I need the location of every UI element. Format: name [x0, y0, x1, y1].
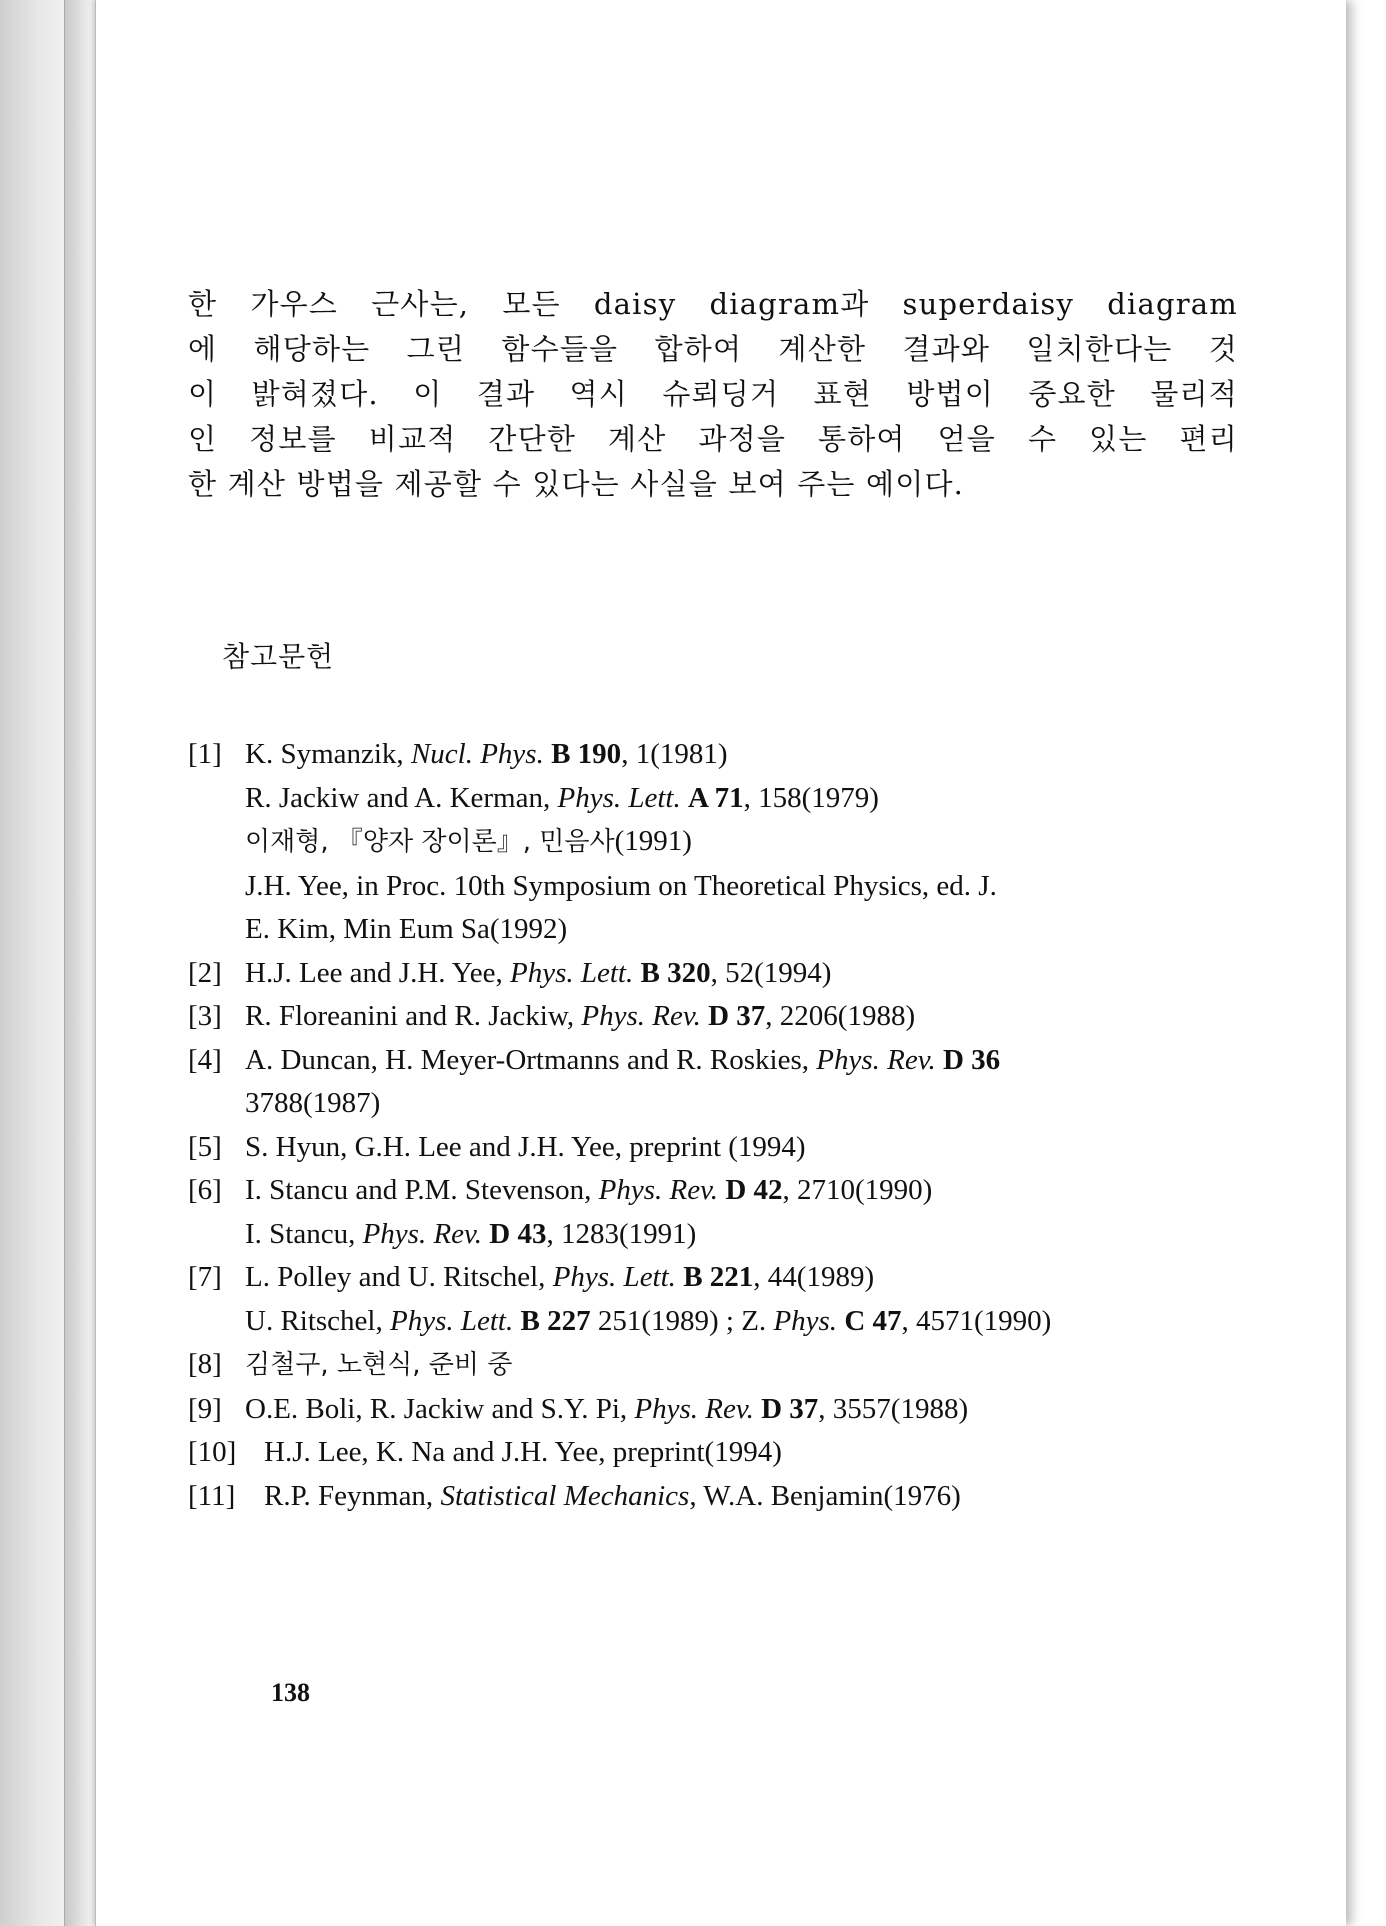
reference-number: [8]: [188, 1348, 222, 1380]
reference-text: 251(1989) ; Z.: [590, 1304, 774, 1337]
reference-text: L. Polley and U. Ritschel,: [245, 1261, 553, 1293]
reference-line: [245, 1388, 1248, 1432]
journal-name: Phys. Lett.: [510, 956, 634, 989]
page-fold-edge: [64, 0, 97, 1926]
reference-line: [245, 1039, 1248, 1083]
volume-number: A 71: [688, 781, 744, 814]
reference-text: K. Symanzik,: [245, 738, 411, 770]
reference-number: [11]: [188, 1479, 236, 1512]
body-line: 이 밝혀졌다. 이 결과 역시 슈뢰딩거 표현 방법이 중요한 물리적: [188, 377, 1238, 411]
reference-text: R. Jackiw and A. Kerman,: [245, 781, 558, 814]
reference-item: [188, 995, 1248, 1039]
reference-line: [245, 1343, 1248, 1388]
volume-number: B 190: [551, 738, 622, 770]
journal-name: Phys. Lett.: [390, 1304, 514, 1337]
journal-name: Phys. Lett.: [557, 781, 681, 814]
reference-line: [245, 820, 1248, 865]
reference-text: [936, 1044, 943, 1076]
references-heading: 참고문헌: [222, 640, 335, 673]
journal-name: Phys. Rev.: [362, 1217, 483, 1250]
reference-number: [5]: [188, 1130, 222, 1163]
reference-number: [9]: [188, 1392, 222, 1425]
body-line: 에 해당하는 그린 함수들을 합하여 계산한 결과와 일치한다는 것: [188, 332, 1238, 366]
body-line: 한 가우스 근사는, 모든 daisy diagram과 superdaisy diagram: [188, 287, 1238, 321]
reference-line: [264, 1475, 1248, 1519]
reference-line: [245, 1256, 1248, 1300]
reference-item: [188, 1475, 1248, 1519]
reference-text: A. Duncan, H. Meyer-Ortmanns and R. Roskies,: [245, 1043, 817, 1076]
body-paragraph: [188, 282, 1238, 507]
body-line: 한 계산 방법을 제공할 수 있다는 사실을 보여 주는 예이다.: [188, 467, 965, 501]
reference-text: , 1(1981): [621, 738, 728, 770]
reference-text: , 158(1979): [743, 781, 879, 814]
reference-item: [188, 733, 1248, 952]
reference-number: [7]: [188, 1261, 222, 1293]
references-list: [188, 733, 1248, 1518]
reference-text: H.J. Lee, K. Na and J.H. Yee, preprint(1994): [264, 1436, 782, 1468]
volume-number: C 47: [844, 1304, 902, 1337]
journal-name: Phys. Rev.: [634, 1392, 754, 1425]
reference-line: [245, 1169, 1248, 1213]
reference-item: [188, 952, 1248, 996]
journal-name: Phys. Lett.: [552, 1261, 676, 1293]
reference-text: , 4571(1990): [901, 1304, 1052, 1337]
reference-text: 이재형, 『양자 장이론』, 민음사: [245, 827, 615, 857]
reference-line: [245, 1213, 1248, 1257]
volume-number: D 36: [942, 1043, 1001, 1076]
reference-text: I. Stancu and P.M. Stevenson,: [245, 1174, 599, 1206]
reference-number: [10]: [188, 1436, 237, 1468]
journal-name: Phys. Rev.: [598, 1174, 719, 1206]
reference-number: [6]: [188, 1174, 222, 1206]
reference-line: [245, 733, 1248, 777]
reference-text: R.P. Feynman,: [264, 1479, 441, 1512]
reference-line: [245, 1300, 1248, 1344]
reference-text: J.H. Yee, in Proc. 10th Symposium on Theoretical Physics, ed. J.: [245, 869, 997, 902]
reference-line: [264, 1431, 1248, 1475]
reference-text: I. Stancu,: [245, 1217, 363, 1250]
volume-number: B 320: [640, 956, 711, 989]
reference-text: [754, 1393, 761, 1425]
reference-line: [245, 1082, 1248, 1126]
page-number: 138: [271, 1678, 310, 1707]
reference-text: , 2206(1988): [765, 1000, 916, 1032]
body-line: 인 정보를 비교적 간단한 계산 과정을 통하여 얻을 수 있는 편리: [188, 422, 1238, 456]
reference-line: [245, 995, 1248, 1039]
reference-item: [188, 1256, 1248, 1343]
reference-text: U. Ritschel,: [245, 1304, 390, 1337]
reference-text: , 2710(1990): [782, 1174, 933, 1206]
reference-number: [2]: [188, 956, 222, 989]
reference-line: [245, 908, 1248, 952]
volume-number: D 37: [708, 1000, 766, 1032]
volume-number: B 227: [520, 1304, 591, 1337]
reference-item: [188, 1169, 1248, 1256]
reference-text: S. Hyun, G.H. Lee and J.H. Yee, preprint (1994): [245, 1130, 806, 1163]
reference-item: [188, 1126, 1248, 1170]
journal-name: Phys. Rev.: [581, 1000, 701, 1032]
reference-line: [245, 952, 1248, 996]
reference-text: , W.A. Benjamin(1976): [689, 1479, 961, 1512]
reference-item: [188, 1431, 1248, 1475]
volume-number: D 43: [489, 1217, 547, 1250]
reference-item: [188, 1388, 1248, 1432]
reference-number: [1]: [188, 738, 222, 770]
reference-text: [633, 957, 640, 989]
reference-item: [188, 1343, 1248, 1388]
reference-text: E. Kim, Min Eum Sa(1992): [245, 913, 568, 945]
reference-text: [544, 738, 551, 770]
reference-number: [3]: [188, 1000, 222, 1032]
reference-text: (1991): [614, 825, 692, 857]
volume-number: D 37: [761, 1392, 819, 1425]
reference-text: , 52(1994): [710, 956, 832, 989]
reference-line: [245, 1126, 1248, 1170]
journal-name: Phys. Rev.: [816, 1043, 936, 1076]
journal-name: Phys.: [773, 1304, 838, 1337]
reference-text: [513, 1305, 520, 1337]
reference-line: [245, 865, 1248, 909]
reference-text: , 1283(1991): [546, 1217, 697, 1250]
reference-text: 3788(1987): [245, 1087, 381, 1119]
reference-text: [681, 782, 688, 814]
reference-text: , 44(1989): [753, 1261, 875, 1293]
volume-number: B 221: [683, 1261, 754, 1293]
reference-item: [188, 1039, 1248, 1126]
reference-text: R. Floreanini and R. Jackiw,: [245, 1000, 582, 1032]
reference-line: [245, 777, 1248, 821]
reference-text: O.E. Boli, R. Jackiw and S.Y. Pi,: [245, 1392, 635, 1425]
reference-text: 김철구, 노현식, 준비 중: [245, 1350, 513, 1380]
journal-name: Statistical Mechanics: [440, 1479, 690, 1512]
journal-name: Nucl. Phys.: [410, 738, 544, 770]
reference-number: [4]: [188, 1043, 222, 1076]
volume-number: D 42: [725, 1174, 783, 1206]
reference-text: [701, 1000, 708, 1032]
reference-text: , 3557(1988): [818, 1392, 969, 1425]
reference-text: H.J. Lee and J.H. Yee,: [245, 956, 510, 989]
